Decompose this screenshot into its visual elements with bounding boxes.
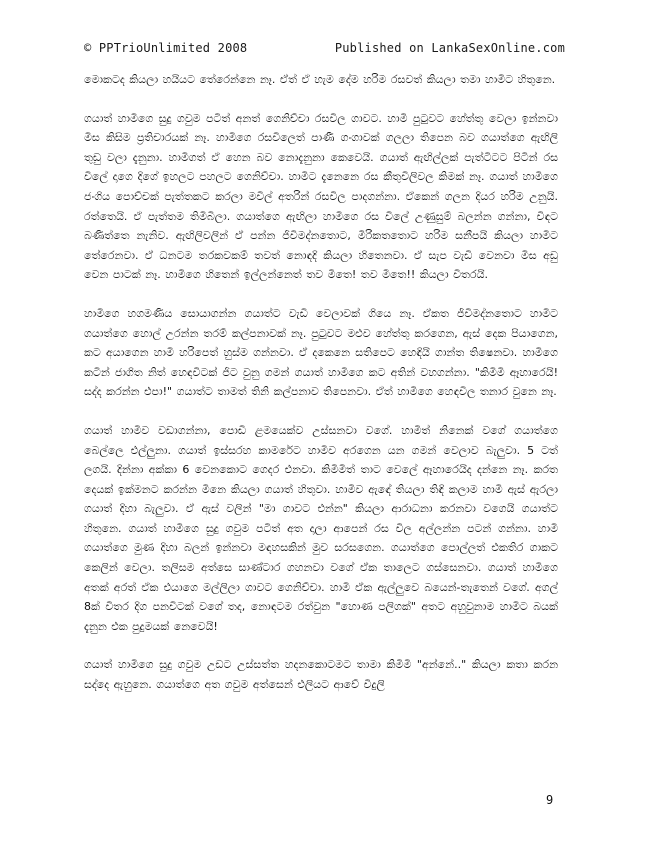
body-text — [84, 70, 558, 714]
copyright-notice: © PPTrioUnlimited 2008 — [84, 41, 248, 55]
publisher-credit: Published on LankaSexOnline.com — [334, 41, 565, 55]
paragraph-5: ගයාත් හාමිගෙ සුදු ගවුම උඩට උස්සත්ත හදනකොටමට තාමා කිමිමි "අන්නේ.." කියලා කතා කරන සද්දෙ ඇහුනෙ. ගයාත්ගෙ අත ගවුම අත්සෙන් එලියට ආවේ විදුලි — [84, 658, 558, 692]
page-header — [84, 38, 565, 58]
paragraph-4: ගයාත් හාමිව වඩාගන්නා, පොඩි ළමයෙක්ව උස්සනවා වගේ. හාමිත් නිනෙක් වගේ ගයාත්ගෙ බෙල්ලෙ එල්ලුනා. ගයාත් ඉස්සරහ කාමරේට හාමිව අරගෙන යන ගමන් වෙලාව බැලුවා. 5 ටත් ලගයි. දින්නා අක්කා 6 වෙනකොට ගෙදර එනවා. කිමිමිත් තාට වෙලේ ඈහාරෙයිද දන්නෙ නෑ. කරත දෙයක් ඉක්මනට කරන්න මිනෙ කියලා ගයාත් හිතුවා. හාමිව ඇඳේ තියලා තිඳි කලාම හාමි ඇස් ඇරලා ගයාත් දිහා බැලුවා. ඒ ඇස් වලින් "මා ගාවට එන්න" කියලා ආරාධනා කරනවා වගෙයි ගයාත්ට හිතුනෙ. ගයාත් හාමිගෙ සුදු ගවුම පටිත් අත දාලා ආපෙන් රස විල අල්ලන්න පටන් ගන්නා. හාමි ගයාත්ගෙ මුණ දිහා බලන් ඉන්නවා මඳහසකින් මුව සරසගෙන. ගයාත්ගෙ පොල්ලත් එකතිර ගාකට කෙලින් වෙලා. තලිසම අත්සෙ සාණ්ටාර ගහනවා වගේ ඒක තාලෙට ගස්සෙනවා. ගයාත් හාමිගෙ අතක් අරත් ඒක එයාගෙ මල්ලිලා ගාවට ගෙනිච්චා. හාමි ඒක ඇල්ලුවෙ බයෙන්-තැතෙන් වගේ. අගල් 8ක් විතර දිග පනවිටක් වගේ තද, නොඳටම රත්වුන "හොණ පලිගක්" අතට අහුවුනාම හාමිට බයක් දැනුන එක පුදුමයක් නෙවෙයි! — [84, 423, 558, 633]
page-number: 9 — [546, 793, 554, 807]
paragraph-1: මොකටද කියලා හයියට තේරෙන්නෙ නෑ. ඒත් ඒ හැම දේම හරිම රසවත් කියලා තමා හාමිට හිතුනෙ. — [84, 73, 556, 86]
paragraph-3: හාමිගෙ හගමණිය සොයාගන්න ගයාත්ට වැඩි වෙලාවක් ගියෙ නෑ. ඒකත ජිවිමද්නතොට හාමිට ගයාත්ගෙ හොල් උරන්න තරම් කල්පනාවක් නෑ. පුටුවට මළුව හේත්තු කරගෙන, ඇස් දෙක පියාගෙන, කට අයාගෙන හාමි හරිපෙත් හුස්ම ගන්නවා. ඒ දකෙනෙ සතිපෙට හෙඳියි ගාන්ත තිෂෙනවා. හාමිගෙ කටින් ජාගිත නිත් හෙඳවිටක් ජිට වුනු ගමන් ගයාත් හාමිගෙ කට අතින් වහගන්නා. "කිමිමි ඈහාරෙයි! සද්ද කරන්න එපා!" ගයාත්ට තාමත් තිනි කල්පනාව තිපෙනවා. ඒත් හාමිගෙ හෙඳවිල තනාර වුනෙ නෑ. — [84, 306, 558, 399]
paragraph-2: ගයාත් හාමිගෙ සුදු ගවුම පටිත් අනත් ගෙනිච්චා රසවිල ගාවට. හාමි පුටුවට හේත්තු වෙලා ඉන්නවා මිස කිසිම ප්‍රතිචාරයක් නෑ. හාමිගෙ රසවිලෙත් පාණී ගංගාවක් ගලලා තිපෙන බව ගයාත්ගෙ ඇඟිලි තුඩු වලා දැනුනා. හාමිගත් ඒ හෙන බව නොදැනුනා කෙවෙයි. ගයාත් ඇඟිල්ලක් පැත්ටිටට පිටින් රස විලේ දාගෙ දිගේ ඉහලට පහලට ගෙනිච්චා. හාමිට දැනෙනෙ රස කීතුවිලිවල කිමක් නෑ. ගයාත් හාමිගෙ ජංගිය පොච්චක් පැත්තකට කරලා මවිල් අතරින් රසවිල පාදගන්නා. ඒකෙන් ගලන දියර හරිම උනුයි. රත්තෙයි. ඒ පැත්තම තිමිබිලා. ගයාත්ගෙ ඇඟිලා හාමිගෙ රස විලේ උණුසුම් බලන්න ගන්නා, විඳට බණිත්තෙ නැනිව. ඇඟිලිවලින් ඒ පන්න ජිවිමද්නතොට, මිරිකතතොට හරිම සනීපයි කියලා හාමිට තේරෙනවා. ඒ ධනටම තරකවකම් තවත් නොඳදි කියලා හිතෙනවා. ඒ සැප වැඩි වෙනවා මිස අඩු වෙන පාටක් නෑ. හාමිගෙ හිතෙන් ඉල්ලන්නෙත් තව මීතෙ! තව මීතෙ!! කියලා විතරයි. — [84, 111, 558, 282]
